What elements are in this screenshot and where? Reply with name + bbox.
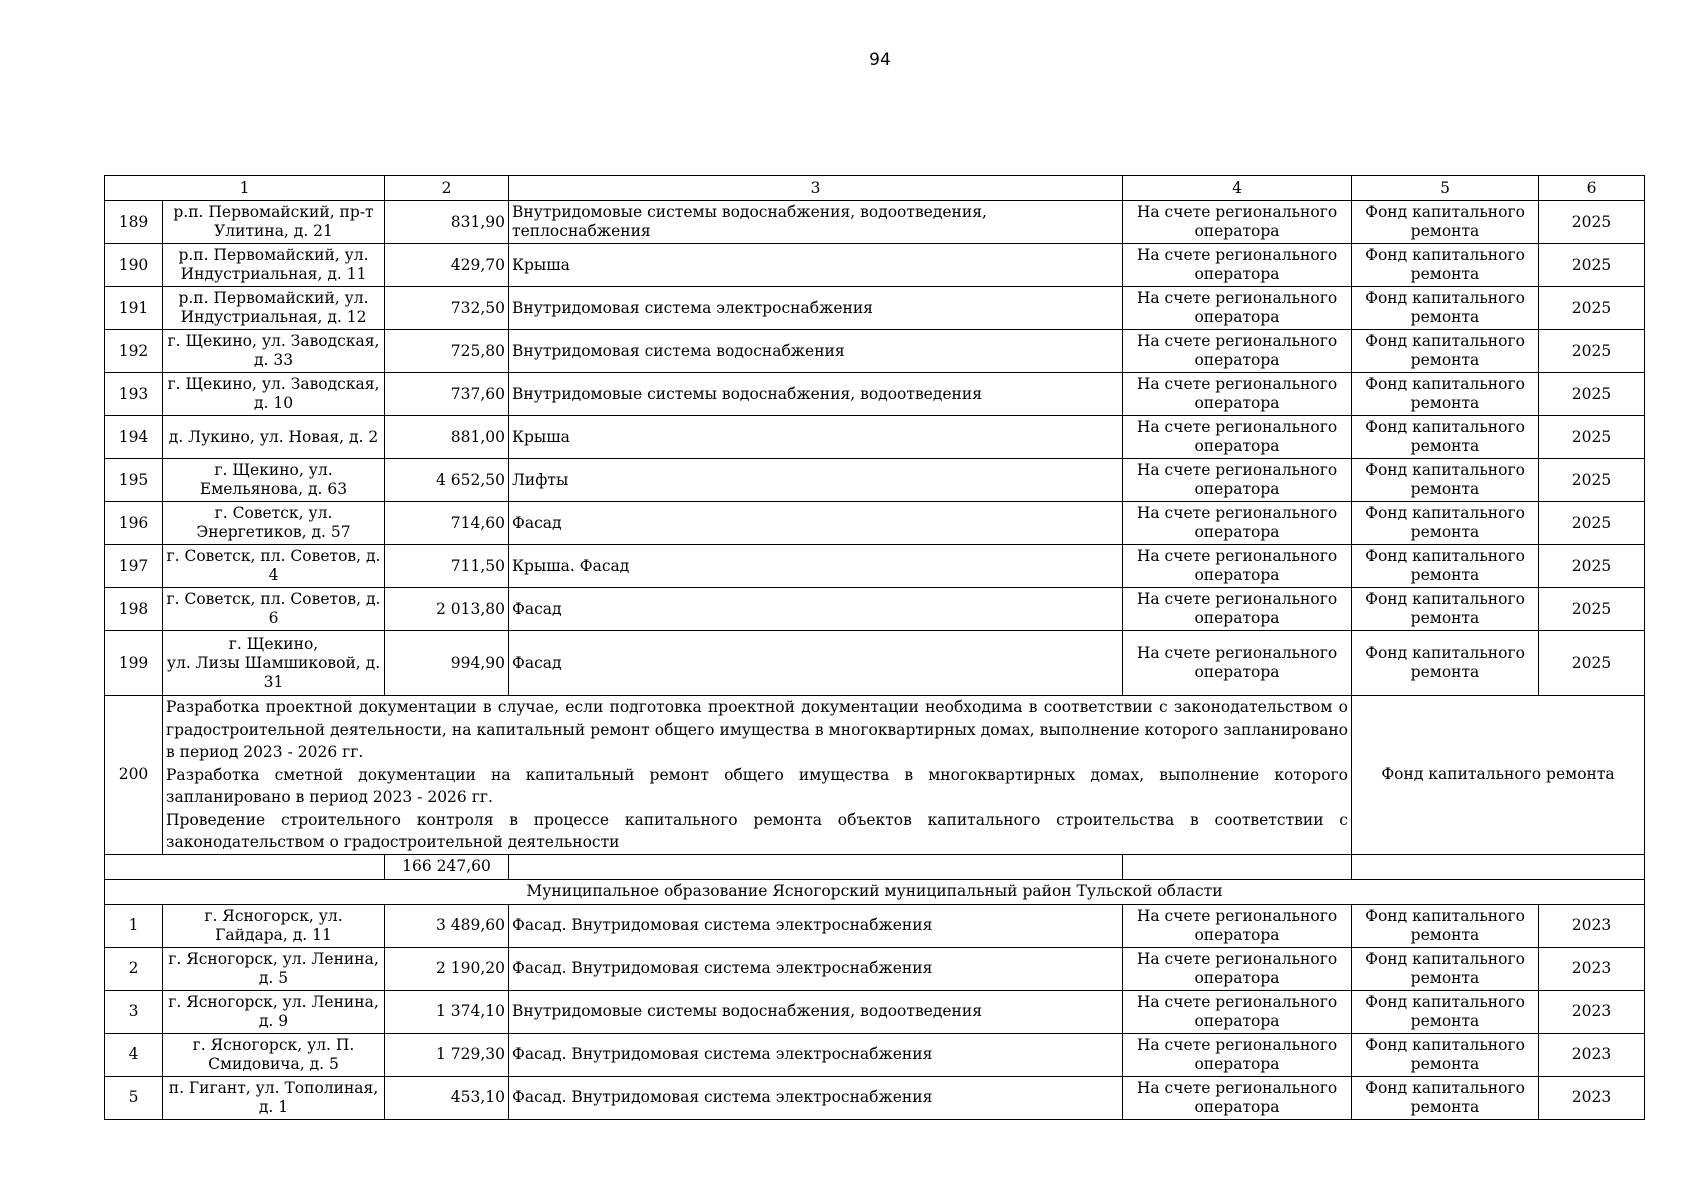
row-work: Фасад. Внутридомовая система электроснабжения bbox=[509, 1076, 1123, 1119]
row-year: 2023 bbox=[1539, 1033, 1645, 1076]
row-source: Фонд капитального ремонта bbox=[1352, 373, 1539, 416]
row-work: Крыша bbox=[509, 416, 1123, 459]
row-source: Фонд капитального ремонта bbox=[1352, 330, 1539, 373]
row-area: 714,60 bbox=[385, 502, 509, 545]
row-area: 3 489,60 bbox=[385, 904, 509, 947]
row-work: Фасад. Внутридомовая система электроснабжения bbox=[509, 1033, 1123, 1076]
header-cell: 2 bbox=[385, 176, 509, 201]
row-work: Внутридомовая система электроснабжения bbox=[509, 287, 1123, 330]
table-row bbox=[105, 1033, 1645, 1076]
row-account: На счете регионального оператора bbox=[1123, 588, 1352, 631]
table-row bbox=[105, 588, 1645, 631]
row-year: 2023 bbox=[1539, 1076, 1645, 1119]
row-number: 195 bbox=[105, 459, 163, 502]
table-row bbox=[105, 1076, 1645, 1119]
row-year: 2023 bbox=[1539, 947, 1645, 990]
row-source: Фонд капитального ремонта bbox=[1352, 459, 1539, 502]
row-area: 4 652,50 bbox=[385, 459, 509, 502]
row-address: г. Советск, ул. Энергетиков, д. 57 bbox=[163, 502, 385, 545]
row-number: 193 bbox=[105, 373, 163, 416]
row-work: Внутридомовые системы водоснабжения, водоотведения bbox=[509, 373, 1123, 416]
repair-program-table bbox=[104, 175, 1645, 1120]
row-area: 881,00 bbox=[385, 416, 509, 459]
row-number: 194 bbox=[105, 416, 163, 459]
row-year: 2025 bbox=[1539, 416, 1645, 459]
table-row bbox=[105, 545, 1645, 588]
row-year: 2023 bbox=[1539, 904, 1645, 947]
row-work: Фасад bbox=[509, 631, 1123, 696]
row-address: п. Гигант, ул. Тополиная, д. 1 bbox=[163, 1076, 385, 1119]
section-row bbox=[105, 879, 1645, 904]
row-source: Фонд капитального ремонта bbox=[1352, 287, 1539, 330]
row-area: 1 729,30 bbox=[385, 1033, 509, 1076]
row-source: Фонд капитального ремонта bbox=[1352, 502, 1539, 545]
row-address: д. Лукино, ул. Новая, д. 2 bbox=[163, 416, 385, 459]
row-work: Внутридомовая система водоснабжения bbox=[509, 330, 1123, 373]
table-row bbox=[105, 631, 1645, 696]
row-account: На счете регионального оператора bbox=[1123, 1076, 1352, 1119]
row-year: 2025 bbox=[1539, 631, 1645, 696]
row-source: Фонд капитального ремонта bbox=[1352, 631, 1539, 696]
row-year: 2025 bbox=[1539, 373, 1645, 416]
header-cell: 1 bbox=[105, 176, 385, 201]
row-source: Фонд капитального ремонта bbox=[1352, 1033, 1539, 1076]
row-source: Фонд капитального ремонта bbox=[1352, 696, 1645, 855]
row-address: г. Ясногорск, ул. Ленина, д. 5 bbox=[163, 947, 385, 990]
row-account: На счете регионального оператора bbox=[1123, 330, 1352, 373]
row-area: 2 190,20 bbox=[385, 947, 509, 990]
row-year: 2025 bbox=[1539, 201, 1645, 244]
row-area: 2 013,80 bbox=[385, 588, 509, 631]
row-number: 1 bbox=[105, 904, 163, 947]
row-account: На счете регионального оператора bbox=[1123, 904, 1352, 947]
row-area: 725,80 bbox=[385, 330, 509, 373]
table-row bbox=[105, 947, 1645, 990]
row-source: Фонд капитального ремонта bbox=[1352, 947, 1539, 990]
row-area: 732,50 bbox=[385, 287, 509, 330]
row-year: 2025 bbox=[1539, 244, 1645, 287]
row-area: 1 374,10 bbox=[385, 990, 509, 1033]
header-cell: 3 bbox=[509, 176, 1123, 201]
row-number: 5 bbox=[105, 1076, 163, 1119]
total-area: 166 247,60 bbox=[385, 854, 509, 879]
notes-paragraph: Разработка проектной документации в случае, если подготовка проектной документации необходима в соответствии с законодательством о градостроительной деятельности, на капитальный ремонт общего имущества в многоквартирных домах, выполнение которого запланировано в период 2023 - 2026 гг. bbox=[166, 698, 1348, 761]
total-label-cell bbox=[105, 854, 385, 879]
row-address: р.п. Первомайский, ул. Индустриальная, д. 12 bbox=[163, 287, 385, 330]
row-source: Фонд капитального ремонта bbox=[1352, 1076, 1539, 1119]
row-account: На счете регионального оператора bbox=[1123, 244, 1352, 287]
row-number: 191 bbox=[105, 287, 163, 330]
row-source: Фонд капитального ремонта bbox=[1352, 201, 1539, 244]
table-row bbox=[105, 904, 1645, 947]
row-work: Фасад. Внутридомовая система электроснабжения bbox=[509, 904, 1123, 947]
row-work: Фасад bbox=[509, 588, 1123, 631]
row-year: 2023 bbox=[1539, 990, 1645, 1033]
row-work: Фасад. Внутридомовая система электроснабжения bbox=[509, 947, 1123, 990]
notes-paragraph: Проведение строительного контроля в процессе капитального ремонта объектов капитального строительства в соответствии с законодательством о градостроительной деятельности bbox=[166, 810, 1348, 851]
table-row bbox=[105, 201, 1645, 244]
row-area: 711,50 bbox=[385, 545, 509, 588]
total-row bbox=[105, 854, 1645, 879]
row-source: Фонд капитального ремонта bbox=[1352, 545, 1539, 588]
table-row bbox=[105, 416, 1645, 459]
row-number: 200 bbox=[105, 696, 163, 855]
row-work: Внутридомовые системы водоснабжения, водоотведения bbox=[509, 990, 1123, 1033]
row-source: Фонд капитального ремонта bbox=[1352, 904, 1539, 947]
row-address bbox=[163, 631, 385, 696]
total-empty-cell bbox=[1352, 854, 1645, 879]
row-source: Фонд капитального ремонта bbox=[1352, 244, 1539, 287]
table-row bbox=[105, 373, 1645, 416]
row-account: На счете регионального оператора bbox=[1123, 990, 1352, 1033]
row-number: 196 bbox=[105, 502, 163, 545]
row-area: 737,60 bbox=[385, 373, 509, 416]
address-line: г. Щекино, bbox=[228, 634, 319, 653]
page-number: 94 bbox=[869, 50, 891, 70]
total-empty-cell bbox=[509, 854, 1123, 879]
row-number: 192 bbox=[105, 330, 163, 373]
header-cell: 6 bbox=[1539, 176, 1645, 201]
row-work: Крыша bbox=[509, 244, 1123, 287]
row-area: 453,10 bbox=[385, 1076, 509, 1119]
row-address: г. Ясногорск, ул. Гайдара, д. 11 bbox=[163, 904, 385, 947]
row-source: Фонд капитального ремонта bbox=[1352, 588, 1539, 631]
row-account: На счете регионального оператора bbox=[1123, 373, 1352, 416]
row-source: Фонд капитального ремонта bbox=[1352, 990, 1539, 1033]
row-account: На счете регионального оператора bbox=[1123, 416, 1352, 459]
row-account: На счете регионального оператора bbox=[1123, 287, 1352, 330]
row-number: 3 bbox=[105, 990, 163, 1033]
table-row bbox=[105, 287, 1645, 330]
row-account: На счете регионального оператора bbox=[1123, 201, 1352, 244]
row-account: На счете регионального оператора bbox=[1123, 1033, 1352, 1076]
row-number: 199 bbox=[105, 631, 163, 696]
row-work: Фасад bbox=[509, 502, 1123, 545]
row-area: 831,90 bbox=[385, 201, 509, 244]
address-line: ул. Лизы Шамшиковой, д. 31 bbox=[166, 653, 381, 691]
row-work: Лифты bbox=[509, 459, 1123, 502]
header-cell: 5 bbox=[1352, 176, 1539, 201]
row-number: 197 bbox=[105, 545, 163, 588]
row-number: 190 bbox=[105, 244, 163, 287]
row-address: р.п. Первомайский, ул. Индустриальная, д. 11 bbox=[163, 244, 385, 287]
section-title: Муниципальное образование Ясногорский муниципальный район Тульской области bbox=[105, 879, 1645, 904]
row-account: На счете регионального оператора bbox=[1123, 459, 1352, 502]
table-row bbox=[105, 330, 1645, 373]
table-row bbox=[105, 244, 1645, 287]
row-address: г. Советск, пл. Советов, д. 4 bbox=[163, 545, 385, 588]
header-row bbox=[105, 176, 1645, 201]
row-number: 189 bbox=[105, 201, 163, 244]
row-notes bbox=[163, 696, 1352, 855]
row-area: 429,70 bbox=[385, 244, 509, 287]
row-account: На счете регионального оператора bbox=[1123, 545, 1352, 588]
row-year: 2025 bbox=[1539, 330, 1645, 373]
row-address: г. Ясногорск, ул. Ленина, д. 9 bbox=[163, 990, 385, 1033]
row-year: 2025 bbox=[1539, 545, 1645, 588]
notes-paragraph: Разработка сметной документации на капитальный ремонт общего имущества в многоквартирных домах, выполнение которого запланировано в период 2023 - 2026 гг. bbox=[166, 765, 1348, 806]
row-work: Крыша. Фасад bbox=[509, 545, 1123, 588]
row-number: 4 bbox=[105, 1033, 163, 1076]
row-number: 2 bbox=[105, 947, 163, 990]
row-work: Внутридомовые системы водоснабжения, водоотведения, теплоснабжения bbox=[509, 201, 1123, 244]
row-year: 2025 bbox=[1539, 287, 1645, 330]
row-year: 2025 bbox=[1539, 502, 1645, 545]
row-address: р.п. Первомайский, пр-т Улитина, д. 21 bbox=[163, 201, 385, 244]
row-source: Фонд капитального ремонта bbox=[1352, 416, 1539, 459]
row-address: г. Щекино, ул. Заводская, д. 33 bbox=[163, 330, 385, 373]
total-empty-cell bbox=[1123, 854, 1352, 879]
row-address: г. Щекино, ул. Заводская, д. 10 bbox=[163, 373, 385, 416]
row-number: 198 bbox=[105, 588, 163, 631]
row-address: г. Ясногорск, ул. П. Смидовича, д. 5 bbox=[163, 1033, 385, 1076]
table-row bbox=[105, 990, 1645, 1033]
table-row bbox=[105, 459, 1645, 502]
row-account: На счете регионального оператора bbox=[1123, 947, 1352, 990]
row-address: г. Щекино, ул. Емельянова, д. 63 bbox=[163, 459, 385, 502]
row-year: 2025 bbox=[1539, 588, 1645, 631]
header-cell: 4 bbox=[1123, 176, 1352, 201]
row-address: г. Советск, пл. Советов, д. 6 bbox=[163, 588, 385, 631]
row-year: 2025 bbox=[1539, 459, 1645, 502]
row-account: На счете регионального оператора bbox=[1123, 502, 1352, 545]
row-account: На счете регионального оператора bbox=[1123, 631, 1352, 696]
row-area: 994,90 bbox=[385, 631, 509, 696]
table-row bbox=[105, 696, 1645, 855]
table-row bbox=[105, 502, 1645, 545]
